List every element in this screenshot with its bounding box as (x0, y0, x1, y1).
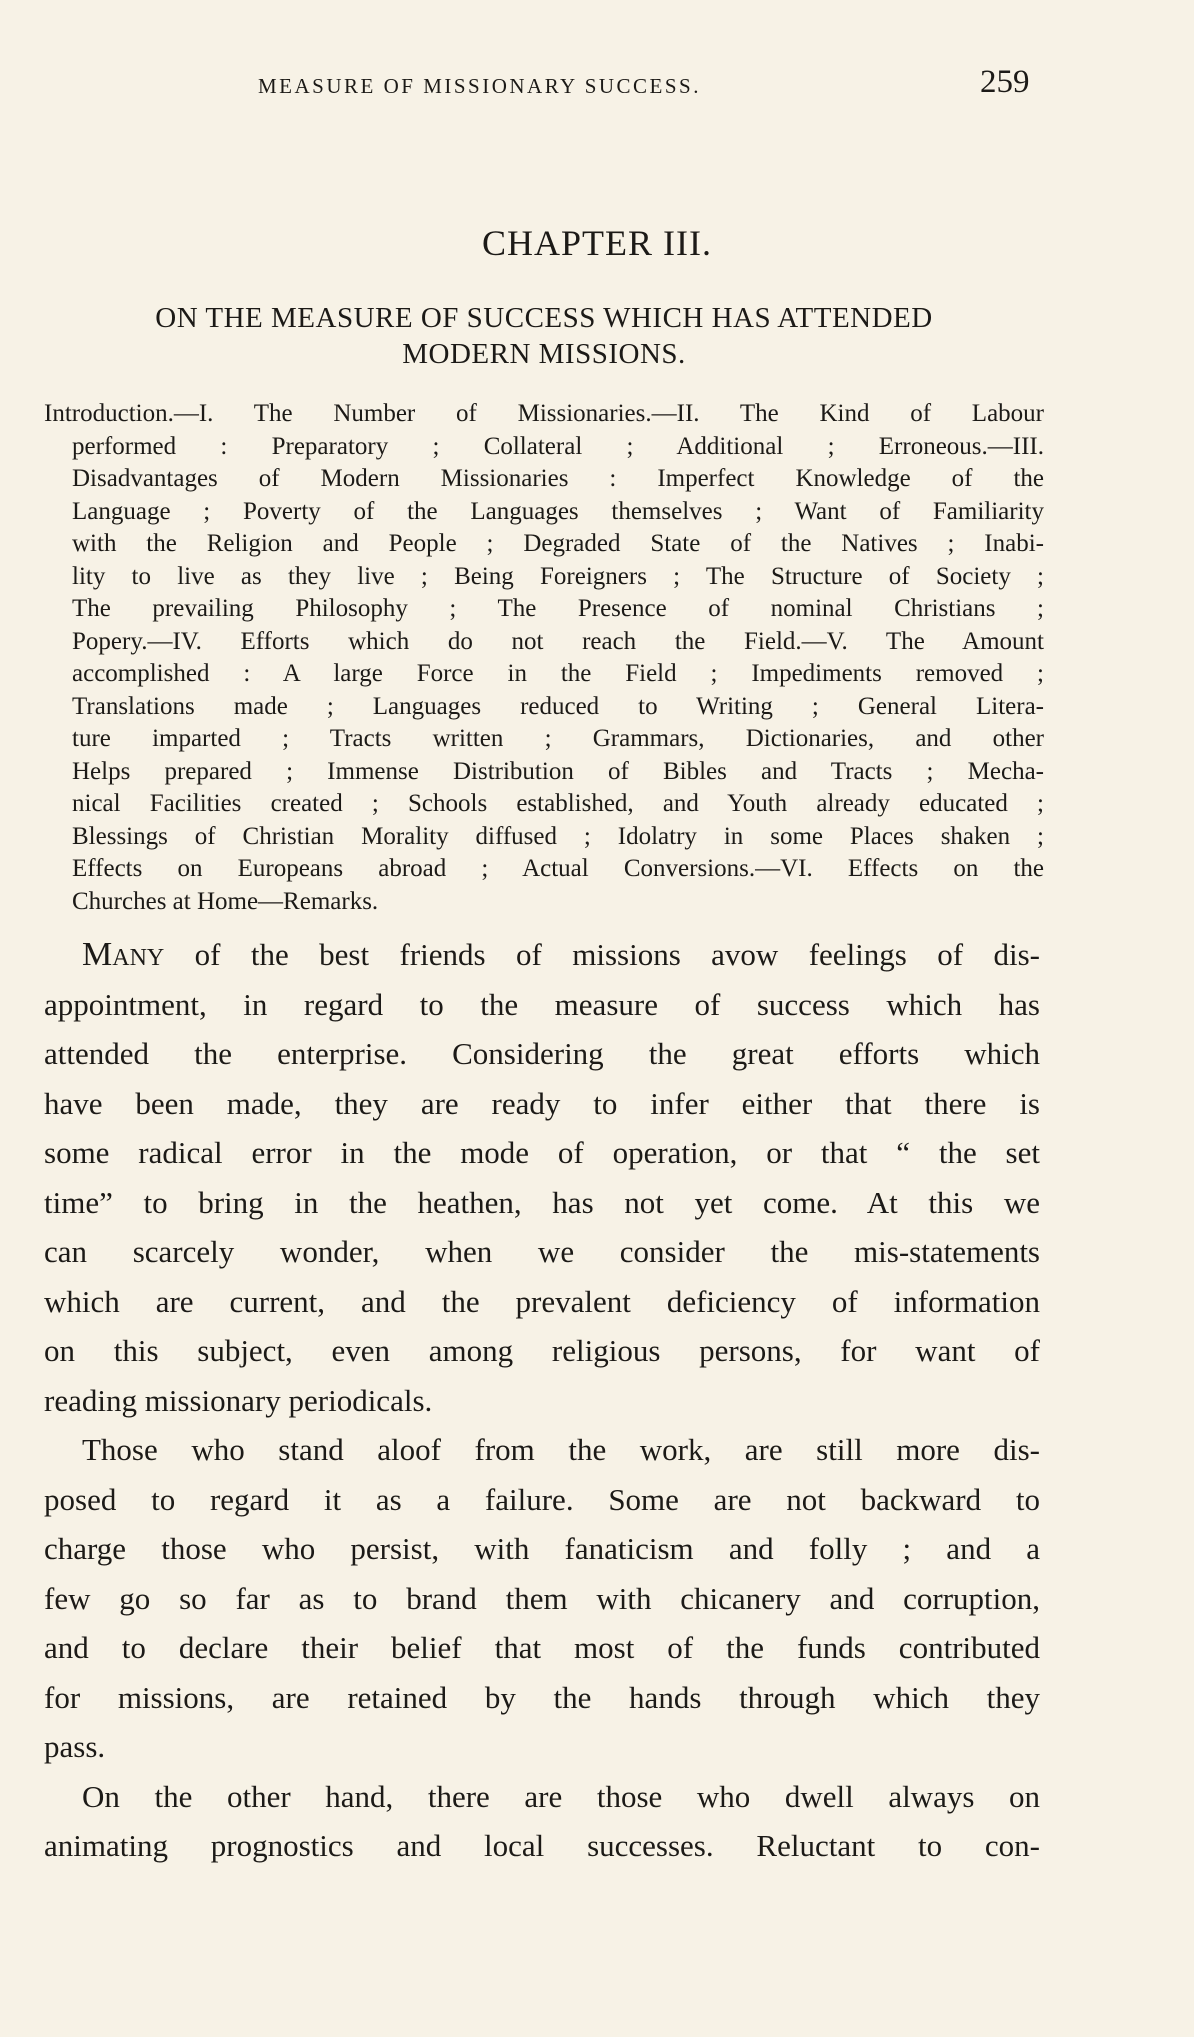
body-line: posed to regard it as a failure. Some are not backward to (44, 1481, 1040, 1517)
chapter-title: CHAPTER III. (482, 223, 712, 263)
body-text (44, 930, 1040, 1871)
synopsis-line: Disadvantages of Modern Missionaries : Imperfect Knowledge of the (72, 465, 1044, 492)
body-line: few go so far as to brand them with chicanery and corruption, (44, 1580, 1040, 1616)
body-line: reading missionary periodicals. (44, 1382, 433, 1418)
body-line: can scarcely wonder, when we consider the mis-statements (44, 1234, 1040, 1269)
synopsis-line: Effects on Europeans abroad ; Actual Conversions.—VI. Effects on the (72, 855, 1044, 882)
body-line: animating prognostics and local successes. Reluctant to con- (44, 1828, 1040, 1863)
synopsis-line: ture imparted ; Tracts written ; Grammars, Dictionaries, and other (72, 725, 1044, 752)
body-line: attended the enterprise. Considering the great efforts which (44, 1036, 1040, 1071)
synopsis-line: Churches at Home—Remarks. (72, 887, 379, 915)
body-line: on this subject, even among religious persons, for want of (44, 1333, 1040, 1368)
running-head: MEASURE OF MISSIONARY SUCCESS. (258, 74, 701, 98)
drop-word: Many (82, 936, 165, 973)
body-line: charge those who persist, with fanaticism and folly ; and a (44, 1531, 1040, 1566)
body-line-text: of the best friends of missions avow feelings of dis- (164, 937, 1040, 972)
synopsis-line: Translations made ; Languages reduced to Writing ; General Litera- (72, 692, 1044, 720)
body-line: which are current, and the prevalent deficiency of information (44, 1283, 1040, 1319)
body-line: On the other hand, there are those who dwell always on (82, 1778, 1040, 1814)
synopsis-line: with the Religion and People ; Degraded State of the Natives ; Inabi- (72, 530, 1044, 557)
synopsis-line: Introduction.—I. The Number of Missionaries.—II. The Kind of Labour (44, 400, 1044, 427)
synopsis-line: The prevailing Philosophy ; The Presence of nominal Christians ; (72, 595, 1044, 622)
body-line: have been made, they are ready to infer either that there is (44, 1085, 1040, 1121)
synopsis-line: Blessings of Christian Morality diffused ; Idolatry in some Places shaken ; (72, 822, 1044, 850)
body-line: for missions, are retained by the hands through which they (44, 1679, 1040, 1715)
chapter-subtitle-line: MODERN MISSIONS. (402, 338, 686, 370)
body-line: and to declare their belief that most of the funds contributed (44, 1630, 1040, 1665)
synopsis-line: Popery.—IV. Efforts which do not reach the Field.—V. The Amount (72, 627, 1044, 655)
body-line: pass. (44, 1729, 106, 1764)
synopsis-line: performed : Preparatory ; Collateral ; Additional ; Erroneous.—III. (72, 432, 1044, 460)
page-number: 259 (980, 64, 1030, 100)
chapter-subtitle (44, 300, 1044, 372)
chapter-synopsis (44, 398, 1044, 918)
body-line (44, 930, 1040, 980)
body-line: some radical error in the mode of operation, or that “ the set (44, 1135, 1040, 1170)
body-line: Those who stand aloof from the work, are still more dis- (82, 1432, 1040, 1467)
body-line: appointment, in regard to the measure of success which has (44, 986, 1040, 1022)
synopsis-line: nical Facilities created ; Schools established, and Youth already educated ; (72, 790, 1044, 817)
body-line: time” to bring in the heathen, has not yet come. At this we (44, 1184, 1040, 1220)
synopsis-line: lity to live as they live ; Being Foreigners ; The Structure of Society ; (72, 562, 1044, 590)
synopsis-line: Helps prepared ; Immense Distribution of Bibles and Tracts ; Mecha- (72, 757, 1044, 785)
chapter-subtitle-line: ON THE MEASURE OF SUCCESS WHICH HAS ATTENDED (155, 302, 933, 334)
synopsis-line: accomplished : A large Force in the Field ; Impediments removed ; (72, 660, 1044, 687)
synopsis-line: Language ; Poverty of the Languages themselves ; Want of Familiarity (72, 497, 1044, 525)
